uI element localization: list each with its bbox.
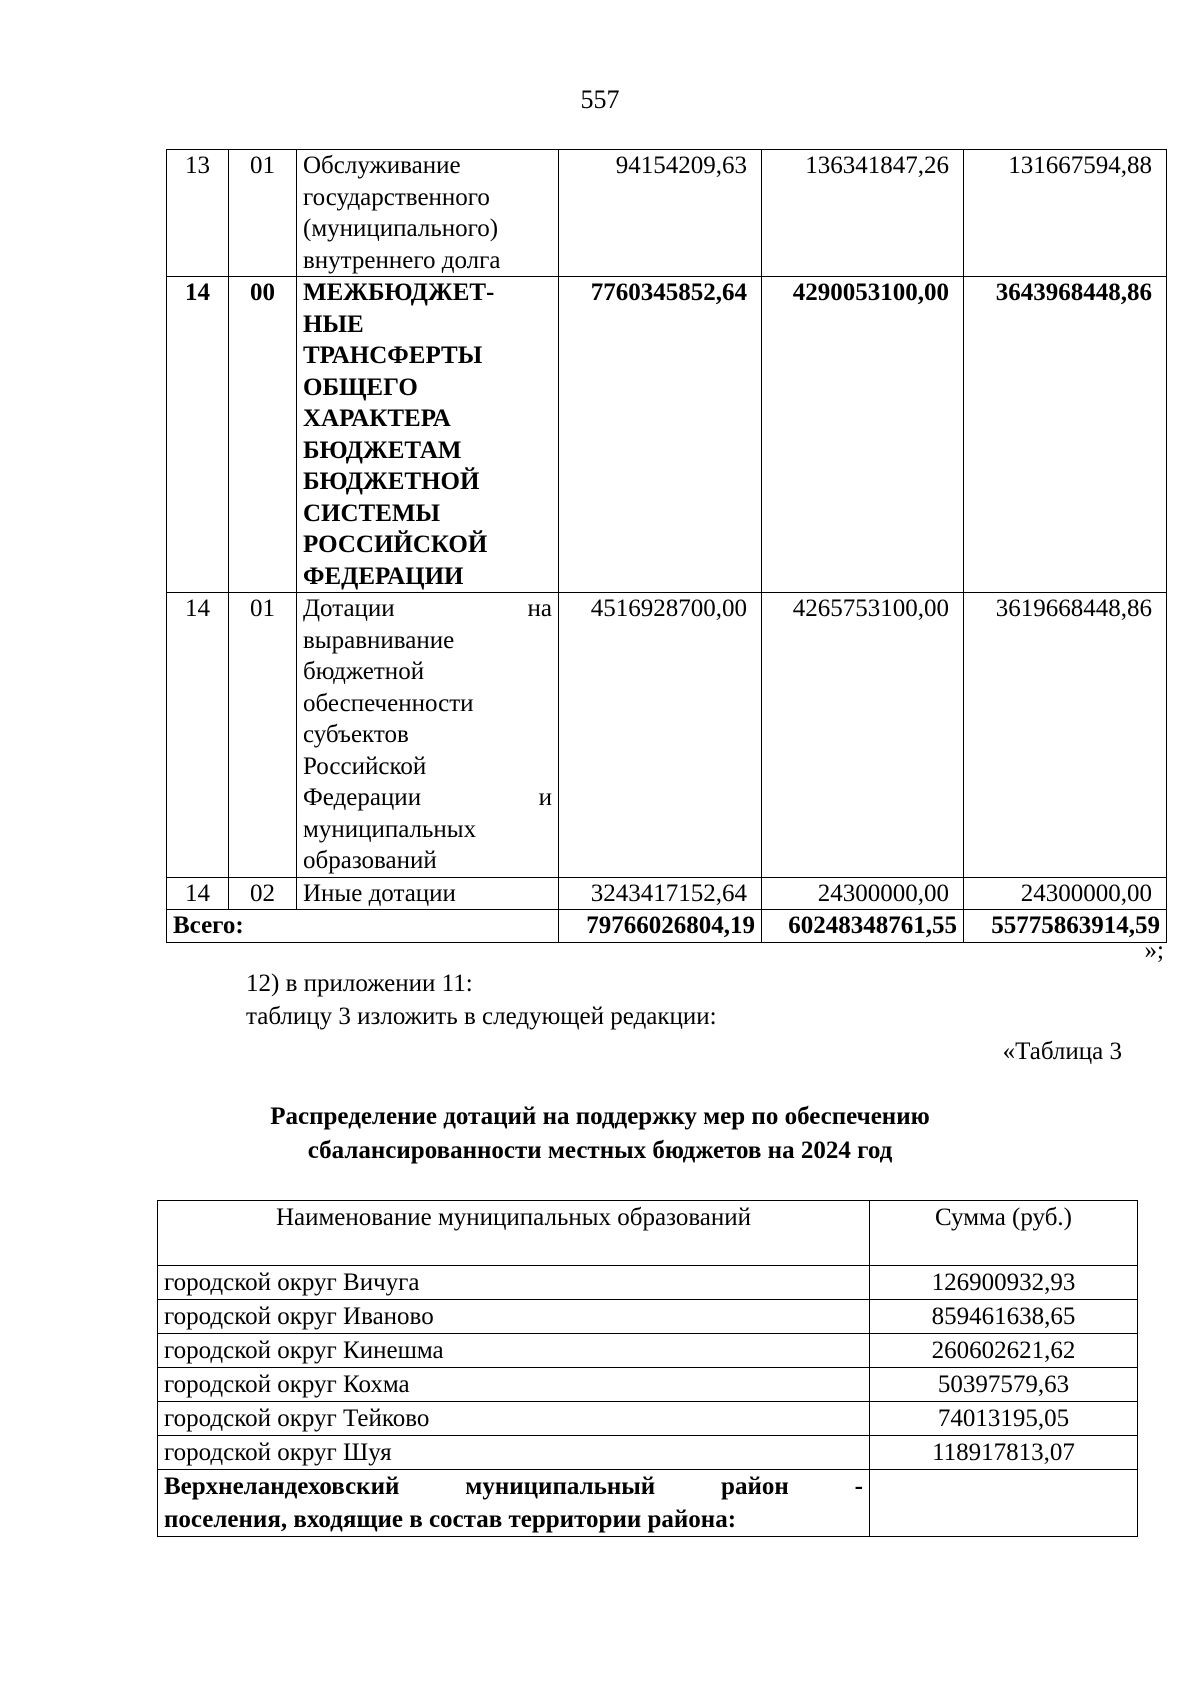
total-2025: 60248348761,55 [762,910,964,943]
amount-2026: 3643968448,86 [964,277,1167,593]
amount-2025: 136341847,26 [762,150,964,277]
name-line: НЫЕ [303,310,364,338]
amount-2025: 24300000,00 [762,877,964,910]
municipality-amount: 118917813,07 [870,1436,1138,1470]
name-line: образований [303,847,437,874]
district-line-1 [164,1470,863,1503]
name-line: (муниципального) [303,215,499,242]
name-line: обеспеченности [303,689,474,717]
row-name [297,150,559,277]
name-line-justified [303,593,552,625]
district-row [158,1470,1138,1537]
word: район [721,1473,789,1500]
row-name [297,877,559,910]
name-line: бюджетной [303,658,425,685]
name-line: МЕЖБЮДЖЕТ- [303,279,495,306]
word: Дотации [303,595,395,622]
name-line: РОССИЙСКОЙ [303,531,488,558]
name-line: ТРАНСФЕРТЫ [303,342,483,369]
table-row [167,593,1167,878]
subsection-code: 01 [229,593,297,878]
amount-2026: 3619668448,86 [964,593,1167,878]
amount-2025: 4290053100,00 [762,277,964,593]
amount-2024: 7760345852,64 [559,277,762,593]
amount-2025: 4265753100,00 [762,593,964,878]
section-heading-line-1: Распределение дотаций на поддержку мер по обеспечению [270,1103,930,1130]
name-line: БЮДЖЕТНОЙ [303,468,480,495]
subsection-code: 02 [229,877,297,910]
municipality-name: городской округ Кинешма [158,1334,870,1368]
name-line: ФЕДЕРАЦИИ [303,562,464,590]
name-line: БЮДЖЕТАМ [303,436,462,464]
subsidy-table [157,1200,1138,1537]
total-label: Всего: [167,910,559,943]
municipality-name: городской округ Кохма [158,1368,870,1402]
word: - [854,1473,863,1500]
table-row [167,277,1167,593]
table-row [158,1334,1138,1368]
municipality-name: городской округ Иваново [158,1300,870,1334]
name-line: Российской [303,752,427,780]
word: Федерации [303,784,422,811]
district-name [158,1470,870,1537]
name-line: выравнивание [303,626,455,654]
municipality-amount: 50397579,63 [870,1368,1138,1402]
table-row [158,1436,1138,1470]
section-code: 13 [167,150,229,277]
name-line: субъектов [303,721,409,748]
table-row [158,1300,1138,1334]
page-number: 557 [580,85,620,114]
table-row [158,1368,1138,1402]
table-row [167,150,1167,277]
municipality-name: городской округ Вичуга [158,1266,870,1300]
name-line: Иные дотации [303,879,456,907]
subsection-code: 01 [229,150,297,277]
municipality-amount: 260602621,62 [870,1334,1138,1368]
budget-table [166,149,1167,943]
name-line: ОБЩЕГО [303,373,418,401]
amount-2026: 24300000,00 [964,877,1167,910]
row-name [297,593,559,878]
name-line: внутреннего долга [303,246,501,274]
amount-2026: 131667594,88 [964,150,1167,277]
total-2026: 55775863914,59 [964,910,1167,943]
name-line: ХАРАКТЕРА [303,405,451,432]
total-row [167,910,1167,943]
district-amount [870,1470,1138,1537]
table-header-row [158,1201,1138,1266]
closing-quote: »; [1144,937,1164,964]
section-heading-line-2: сбалансированности местных бюджетов на 2024 год [307,1137,893,1164]
amount-2024: 3243417152,64 [559,877,762,910]
table-row [158,1402,1138,1436]
name-line: Обслуживание [303,152,461,179]
name-line-justified [303,782,552,814]
municipality-name: городской округ Шуя [158,1436,870,1470]
word: Верхнеландеховский [164,1473,400,1500]
name-line: государственного [303,183,490,211]
section-code: 14 [167,277,229,593]
amount-2024: 94154209,63 [559,150,762,277]
word: муниципальный [465,1473,656,1500]
municipality-amount: 74013195,05 [870,1402,1138,1436]
district-line-2: поселения, входящие в состав территории района: [164,1506,737,1533]
section-code: 14 [167,877,229,910]
paragraph-instruction: таблицу 3 изложить в следующей редакции: [246,1003,717,1030]
subsection-code: 00 [229,277,297,593]
table-row [158,1266,1138,1300]
municipality-amount: 126900932,93 [870,1266,1138,1300]
header-name: Наименование муниципальных образований [158,1201,870,1266]
section-code: 14 [167,593,229,878]
paragraph-item-12: 12) в приложении 11: [246,970,473,997]
row-name [297,277,559,593]
name-line: СИСТЕМЫ [303,499,441,527]
header-amount: Сумма (руб.) [870,1201,1138,1266]
name-line: муниципальных [303,815,477,843]
amount-2024: 4516928700,00 [559,593,762,878]
table-row [167,877,1167,910]
total-2024: 79766026804,19 [559,910,762,943]
word: и [538,784,552,811]
table-caption: «Таблица 3 [1002,1038,1122,1065]
municipality-name: городской округ Тейково [158,1402,870,1436]
municipality-amount: 859461638,65 [870,1300,1138,1334]
word: на [527,595,552,622]
